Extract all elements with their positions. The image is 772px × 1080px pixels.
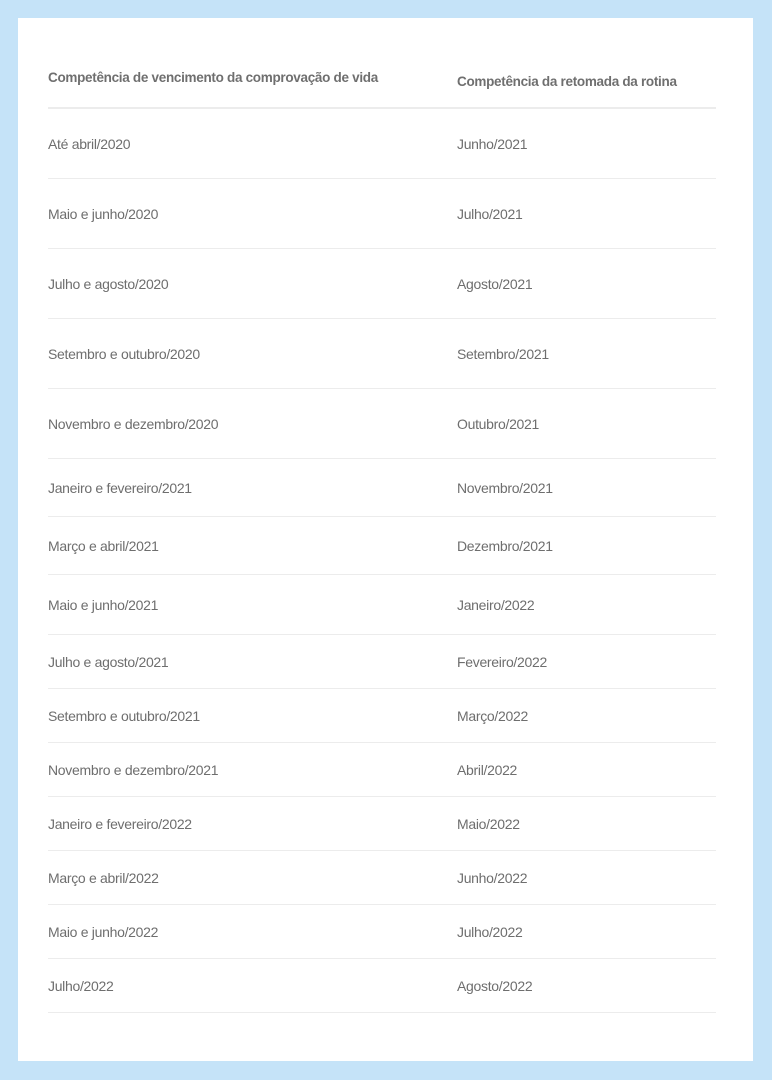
cell-retomada: Agosto/2022 <box>457 977 533 994</box>
table-row <box>48 319 716 389</box>
cell-retomada: Março/2022 <box>457 707 528 724</box>
cell-retomada: Outubro/2021 <box>457 415 540 432</box>
content-card <box>18 18 753 1061</box>
cell-retomada: Dezembro/2021 <box>457 537 553 554</box>
cell-retomada: Junho/2022 <box>457 869 528 886</box>
table-row <box>48 249 716 319</box>
cell-retomada: Agosto/2021 <box>457 275 533 292</box>
cell-vencimento: Novembro e dezembro/2021 <box>48 761 219 778</box>
cell-vencimento: Janeiro e fevereiro/2022 <box>48 815 192 832</box>
cell-vencimento: Maio e junho/2022 <box>48 923 159 940</box>
cell-vencimento: Março e abril/2021 <box>48 537 159 554</box>
cell-vencimento: Setembro e outubro/2021 <box>48 707 200 724</box>
table-row <box>48 389 716 459</box>
table-row <box>48 851 716 905</box>
cell-vencimento: Setembro e outubro/2020 <box>48 345 200 362</box>
table-header <box>48 18 716 109</box>
cell-retomada: Janeiro/2022 <box>457 596 535 613</box>
table-row <box>48 517 716 575</box>
table-row <box>48 743 716 797</box>
cell-retomada: Fevereiro/2022 <box>457 653 547 670</box>
cell-vencimento: Julho e agosto/2021 <box>48 653 169 670</box>
cell-vencimento: Maio e junho/2021 <box>48 596 159 613</box>
table-row <box>48 905 716 959</box>
cell-retomada: Abril/2022 <box>457 761 518 778</box>
cell-vencimento: Julho e agosto/2020 <box>48 275 169 292</box>
cell-vencimento: Janeiro e fevereiro/2021 <box>48 479 192 496</box>
cell-vencimento: Julho/2022 <box>48 977 114 994</box>
table-row <box>48 635 716 689</box>
cell-retomada: Junho/2021 <box>457 135 528 152</box>
header-retomada: Competência da retomada da rotina <box>457 74 677 89</box>
cell-vencimento: Até abril/2020 <box>48 135 131 152</box>
cell-vencimento: Maio e junho/2020 <box>48 205 159 222</box>
cell-retomada: Setembro/2021 <box>457 345 549 362</box>
header-vencimento: Competência de vencimento da comprovação de vida <box>48 70 378 85</box>
table-row <box>48 109 716 179</box>
cell-vencimento: Novembro e dezembro/2020 <box>48 415 219 432</box>
cell-vencimento: Março e abril/2022 <box>48 869 159 886</box>
cell-retomada: Julho/2021 <box>457 205 523 222</box>
table-row <box>48 959 716 1013</box>
table-row <box>48 179 716 249</box>
table-row <box>48 797 716 851</box>
cell-retomada: Novembro/2021 <box>457 479 553 496</box>
cell-retomada: Maio/2022 <box>457 815 520 832</box>
table-row <box>48 575 716 635</box>
cell-retomada: Julho/2022 <box>457 923 523 940</box>
table-row <box>48 459 716 517</box>
table-row <box>48 689 716 743</box>
